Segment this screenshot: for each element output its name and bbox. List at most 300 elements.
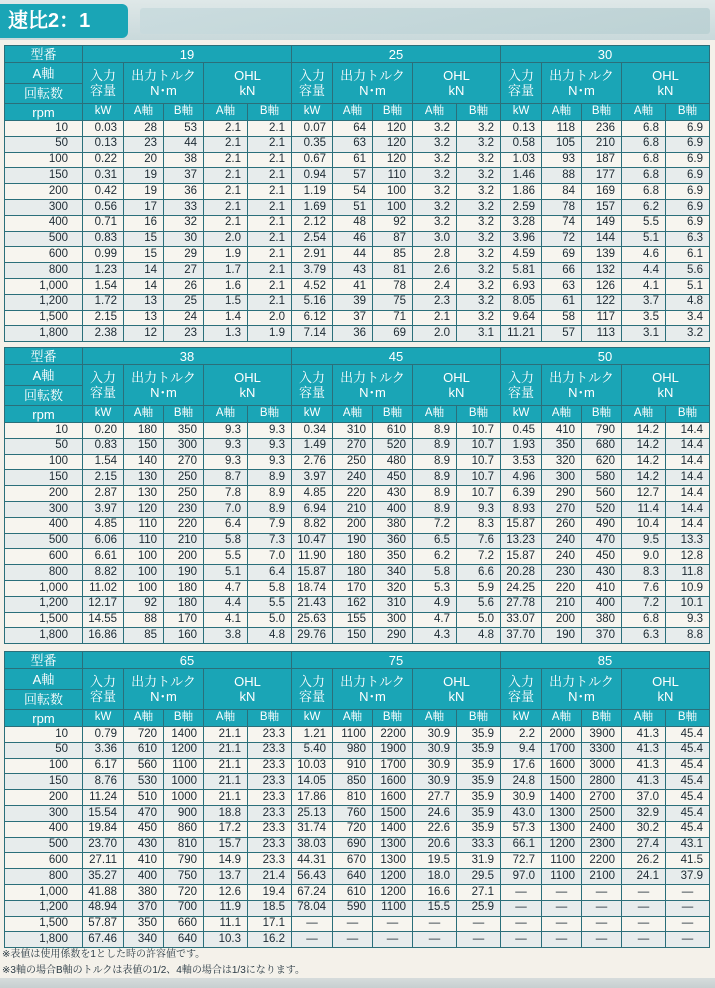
data-cell: 2.38 — [83, 326, 124, 342]
data-cell: 210 — [333, 501, 373, 517]
kw-unit: kW — [83, 104, 124, 121]
data-cell: 8.9 — [413, 454, 457, 470]
data-cell: 310 — [373, 596, 413, 612]
model-number: 19 — [83, 46, 292, 63]
data-cell: 35.27 — [83, 869, 124, 885]
rpm-value: 600 — [5, 853, 83, 869]
data-cell: 1.9 — [204, 247, 248, 263]
torque-unit: N･m — [359, 689, 386, 704]
data-cell: 78 — [373, 278, 413, 294]
data-cell: 3.4 — [666, 310, 710, 326]
table-row — [5, 869, 710, 885]
data-cell: 5.16 — [292, 294, 333, 310]
data-cell: 3.2 — [457, 136, 501, 152]
data-cell: 3.2 — [457, 168, 501, 184]
data-cell: 15.54 — [83, 805, 124, 821]
data-cell: 6.39 — [501, 486, 542, 502]
data-cell: 41.3 — [622, 774, 666, 790]
ohl-title: OHL — [234, 674, 261, 689]
torque-title: 出力トルク — [340, 674, 405, 689]
torque-title: 出力トルク — [340, 68, 405, 83]
data-cell: 4.1 — [622, 278, 666, 294]
data-cell: 14.2 — [622, 438, 666, 454]
table-row — [5, 278, 710, 294]
data-cell: — — [333, 932, 373, 948]
table-row — [5, 837, 710, 853]
data-cell: 4.3 — [413, 628, 457, 644]
data-cell: 20 — [124, 152, 164, 168]
data-cell: 6.9 — [666, 168, 710, 184]
input-label-1: 入力 — [89, 674, 116, 689]
data-cell: 3300 — [582, 742, 622, 758]
data-cell: 0.99 — [83, 247, 124, 263]
ohl-label — [413, 669, 501, 710]
data-cell: 132 — [582, 263, 622, 279]
data-cell: 2.1 — [248, 121, 292, 137]
data-cell: 0.79 — [83, 727, 124, 743]
data-cell: 11.9 — [204, 900, 248, 916]
data-cell: 8.05 — [501, 294, 542, 310]
data-cell: 0.22 — [83, 152, 124, 168]
data-cell: 3.2 — [457, 199, 501, 215]
data-cell: 900 — [164, 805, 204, 821]
table-row — [5, 326, 710, 342]
data-cell: 200 — [164, 549, 204, 565]
data-cell: 69 — [542, 247, 582, 263]
torque-b-shaft: B軸 — [373, 104, 413, 121]
data-cell: 6.3 — [666, 231, 710, 247]
data-cell: 177 — [582, 168, 622, 184]
data-cell: 1100 — [333, 727, 373, 743]
data-cell: 790 — [164, 853, 204, 869]
input-label-1: 入力 — [507, 674, 534, 689]
data-cell: 3900 — [582, 727, 622, 743]
data-cell: 760 — [333, 805, 373, 821]
data-cell: 6.8 — [622, 152, 666, 168]
torque-title: 出力トルク — [131, 370, 196, 385]
rpm-value: 1,200 — [5, 900, 83, 916]
data-cell: 5.1 — [204, 565, 248, 581]
data-cell: 33 — [164, 199, 204, 215]
data-cell: 3.2 — [457, 215, 501, 231]
data-cell: 61 — [333, 152, 373, 168]
data-cell: 3.2 — [457, 278, 501, 294]
data-cell: — — [666, 884, 710, 900]
data-cell: 2200 — [582, 853, 622, 869]
data-cell: 23.3 — [248, 790, 292, 806]
data-cell: 1.7 — [204, 263, 248, 279]
data-cell: 3.8 — [204, 628, 248, 644]
ohl-label — [413, 365, 501, 406]
data-cell: 6.8 — [622, 136, 666, 152]
data-cell: 100 — [124, 549, 164, 565]
ohl-unit: kN — [239, 689, 256, 704]
data-cell: 2.1 — [413, 310, 457, 326]
data-cell: 37.0 — [622, 790, 666, 806]
data-cell: 20.6 — [413, 837, 457, 853]
data-cell: 35.9 — [457, 821, 501, 837]
data-cell: 8.93 — [501, 501, 542, 517]
data-cell: 510 — [124, 790, 164, 806]
data-cell: 3.53 — [501, 454, 542, 470]
data-cell: 8.3 — [457, 517, 501, 533]
data-cell: 2.1 — [248, 247, 292, 263]
data-cell: 24.25 — [501, 580, 542, 596]
kw-unit: kW — [501, 710, 542, 727]
data-cell: 7.2 — [457, 549, 501, 565]
kw-unit: kW — [501, 104, 542, 121]
data-cell: 2200 — [373, 727, 413, 743]
data-cell: 7.6 — [457, 533, 501, 549]
data-cell: 61 — [542, 294, 582, 310]
data-cell: 6.9 — [666, 199, 710, 215]
rpm-value: 50 — [5, 438, 83, 454]
data-cell: 78 — [542, 199, 582, 215]
torque-a-shaft: A軸 — [333, 104, 373, 121]
rpm-value: 1,500 — [5, 612, 83, 628]
data-cell: 11.8 — [666, 565, 710, 581]
input-capacity-label — [292, 365, 333, 406]
table-row — [5, 549, 710, 565]
data-cell: 160 — [164, 628, 204, 644]
data-cell: 1.5 — [204, 294, 248, 310]
rpm-value: 1,800 — [5, 326, 83, 342]
data-cell: 6.2 — [622, 199, 666, 215]
data-cell: 30.9 — [413, 758, 457, 774]
data-cell: 14 — [124, 263, 164, 279]
data-cell: 9.5 — [622, 533, 666, 549]
torque-label — [124, 669, 204, 710]
data-cell: 118 — [542, 121, 582, 137]
data-cell: 23.3 — [248, 742, 292, 758]
model-label: 型番 — [5, 652, 83, 669]
data-cell: 270 — [164, 454, 204, 470]
data-cell: 2.1 — [248, 168, 292, 184]
data-cell: 120 — [373, 121, 413, 137]
data-cell: 9.3 — [248, 454, 292, 470]
data-cell: 340 — [124, 932, 164, 948]
data-cell: 120 — [373, 136, 413, 152]
data-cell: 250 — [333, 454, 373, 470]
data-cell: 300 — [542, 470, 582, 486]
model-number: 50 — [501, 348, 710, 365]
rpm-value: 1,200 — [5, 596, 83, 612]
ohl-b-shaft: B軸 — [457, 406, 501, 423]
data-cell: 18.5 — [248, 900, 292, 916]
input-label-2: 容量 — [507, 689, 534, 704]
data-cell: 6.9 — [666, 184, 710, 200]
data-cell: 19 — [124, 184, 164, 200]
data-cell: 1.93 — [501, 438, 542, 454]
data-cell: 590 — [333, 900, 373, 916]
data-cell: 236 — [582, 121, 622, 137]
table-row — [5, 916, 710, 932]
data-cell: 5.6 — [666, 263, 710, 279]
ohl-unit: kN — [448, 385, 465, 400]
data-cell: 0.56 — [83, 199, 124, 215]
rpm-value: 50 — [5, 742, 83, 758]
ohl-label — [204, 63, 292, 104]
data-cell: 10.7 — [457, 470, 501, 486]
ohl-a-shaft: A軸 — [622, 104, 666, 121]
data-cell: 470 — [124, 805, 164, 821]
data-cell: — — [292, 932, 333, 948]
rpm-value: 400 — [5, 215, 83, 231]
data-cell: 260 — [542, 517, 582, 533]
ohl-unit: kN — [657, 83, 674, 98]
data-cell: 3.2 — [457, 263, 501, 279]
table-row — [5, 596, 710, 612]
table-row — [5, 628, 710, 644]
rpm-value: 400 — [5, 821, 83, 837]
data-cell: — — [622, 932, 666, 948]
data-cell: 2.1 — [204, 121, 248, 137]
data-cell: 3.2 — [457, 121, 501, 137]
data-cell: 450 — [373, 470, 413, 486]
model-number: 85 — [501, 652, 710, 669]
rpm-value: 1,000 — [5, 884, 83, 900]
input-capacity-label — [501, 365, 542, 406]
data-cell: 180 — [164, 580, 204, 596]
data-cell: 2800 — [582, 774, 622, 790]
data-cell: 5.3 — [413, 580, 457, 596]
rpm-value: 300 — [5, 805, 83, 821]
data-cell: 620 — [582, 454, 622, 470]
torque-label — [124, 365, 204, 406]
data-cell: 6.06 — [83, 533, 124, 549]
data-cell: 100 — [124, 580, 164, 596]
torque-a-shaft: A軸 — [542, 406, 582, 423]
data-cell: 15.87 — [292, 565, 333, 581]
data-cell: 30.9 — [501, 790, 542, 806]
data-cell: 0.45 — [501, 423, 542, 439]
data-cell: 3.2 — [413, 199, 457, 215]
data-cell: 5.8 — [248, 580, 292, 596]
data-cell: 170 — [333, 580, 373, 596]
data-cell: 10.4 — [622, 517, 666, 533]
data-cell: 9.3 — [204, 438, 248, 454]
data-cell: 270 — [333, 438, 373, 454]
rpm-value: 800 — [5, 565, 83, 581]
data-cell: 1.23 — [83, 263, 124, 279]
data-cell: 21.1 — [204, 758, 248, 774]
table-row — [5, 454, 710, 470]
table-row — [5, 821, 710, 837]
data-cell: 53 — [164, 121, 204, 137]
data-cell: 810 — [164, 837, 204, 853]
data-cell: 24.1 — [622, 869, 666, 885]
data-cell: 1200 — [164, 742, 204, 758]
rpm-value: 100 — [5, 454, 83, 470]
data-cell: 41.88 — [83, 884, 124, 900]
data-cell: 150 — [124, 438, 164, 454]
data-cell: 2.1 — [248, 184, 292, 200]
data-cell: 2.1 — [204, 168, 248, 184]
data-cell: — — [413, 916, 457, 932]
data-cell: 4.1 — [204, 612, 248, 628]
data-cell: 660 — [164, 916, 204, 932]
data-cell: 3.36 — [83, 742, 124, 758]
data-cell: 3.2 — [413, 121, 457, 137]
ohl-label — [413, 63, 501, 104]
data-cell: 31.9 — [457, 853, 501, 869]
data-cell: 3.5 — [622, 310, 666, 326]
spec-table-1 — [4, 347, 710, 644]
data-cell: 35.9 — [457, 742, 501, 758]
data-cell: 21.1 — [204, 774, 248, 790]
data-cell: 41.5 — [666, 853, 710, 869]
data-cell: 8.9 — [248, 470, 292, 486]
data-cell: 30 — [164, 231, 204, 247]
data-cell: 480 — [373, 454, 413, 470]
data-cell: 9.3 — [248, 423, 292, 439]
data-cell: 0.07 — [292, 121, 333, 137]
data-cell: 2.3 — [413, 294, 457, 310]
data-cell: 9.4 — [501, 742, 542, 758]
data-cell: 17.2 — [204, 821, 248, 837]
table-row — [5, 853, 710, 869]
data-cell: 27.11 — [83, 853, 124, 869]
data-cell: 7.9 — [248, 517, 292, 533]
data-cell: 25.63 — [292, 612, 333, 628]
data-cell: 350 — [164, 423, 204, 439]
data-cell: 7.0 — [248, 549, 292, 565]
table-row — [5, 438, 710, 454]
table-row — [5, 884, 710, 900]
data-cell: 23.3 — [248, 805, 292, 821]
data-cell: 35.9 — [457, 774, 501, 790]
data-cell: 57.87 — [83, 916, 124, 932]
data-cell: 37 — [164, 168, 204, 184]
data-cell: 85 — [124, 628, 164, 644]
data-cell: 610 — [124, 742, 164, 758]
data-cell: — — [582, 900, 622, 916]
data-cell: 30.2 — [622, 821, 666, 837]
data-cell: — — [373, 932, 413, 948]
data-cell: — — [666, 900, 710, 916]
data-cell: 27.1 — [457, 884, 501, 900]
ohl-b-shaft: B軸 — [666, 104, 710, 121]
data-cell: 12.6 — [204, 884, 248, 900]
data-cell: 113 — [582, 326, 622, 342]
data-cell: 105 — [542, 136, 582, 152]
data-cell: 8.82 — [83, 565, 124, 581]
data-cell: 5.6 — [457, 596, 501, 612]
data-cell: 51 — [333, 199, 373, 215]
data-cell: 35.9 — [457, 790, 501, 806]
data-cell: 7.2 — [622, 596, 666, 612]
data-cell: 78.04 — [292, 900, 333, 916]
rpm-value: 10 — [5, 121, 83, 137]
data-cell: — — [622, 884, 666, 900]
data-cell: 3.0 — [413, 231, 457, 247]
data-cell: 350 — [124, 916, 164, 932]
data-cell: 9.64 — [501, 310, 542, 326]
torque-unit: N･m — [568, 689, 595, 704]
torque-a-shaft: A軸 — [333, 710, 373, 727]
data-cell: 8.9 — [413, 470, 457, 486]
data-cell: 250 — [164, 486, 204, 502]
data-cell: 66 — [542, 263, 582, 279]
data-cell: 4.4 — [204, 596, 248, 612]
ohl-unit: kN — [448, 689, 465, 704]
data-cell: 850 — [333, 774, 373, 790]
torque-a-shaft: A軸 — [124, 104, 164, 121]
data-cell: 6.3 — [622, 628, 666, 644]
model-number: 25 — [292, 46, 501, 63]
rpm-value: 150 — [5, 774, 83, 790]
data-cell: 210 — [542, 596, 582, 612]
data-cell: 1.19 — [292, 184, 333, 200]
data-cell: 1900 — [373, 742, 413, 758]
data-cell: 400 — [124, 869, 164, 885]
ohl-label — [622, 365, 710, 406]
kw-unit: kW — [292, 710, 333, 727]
data-cell: 87 — [373, 231, 413, 247]
data-cell: 15.7 — [204, 837, 248, 853]
data-cell: 450 — [582, 549, 622, 565]
data-cell: 22.6 — [413, 821, 457, 837]
table-row — [5, 470, 710, 486]
data-cell: 41.3 — [622, 758, 666, 774]
data-cell: 2500 — [582, 805, 622, 821]
data-cell: 7.0 — [204, 501, 248, 517]
data-cell: 27 — [164, 263, 204, 279]
kw-unit: kW — [292, 406, 333, 423]
data-cell: 130 — [124, 486, 164, 502]
rpm-value: 50 — [5, 136, 83, 152]
data-cell: 10.47 — [292, 533, 333, 549]
data-cell: — — [501, 916, 542, 932]
data-cell: 1600 — [373, 790, 413, 806]
data-cell: 290 — [542, 486, 582, 502]
torque-unit: N･m — [568, 83, 595, 98]
page-title: 速比2：1 — [0, 4, 128, 38]
data-cell: 3.2 — [457, 310, 501, 326]
data-cell: 1.46 — [501, 168, 542, 184]
rpm-value: 200 — [5, 184, 83, 200]
data-cell: 43 — [333, 263, 373, 279]
rpm-unit: rpm — [5, 104, 83, 121]
data-cell: 350 — [373, 549, 413, 565]
data-cell: 144 — [582, 231, 622, 247]
ohl-title: OHL — [652, 68, 679, 83]
data-cell: 11.90 — [292, 549, 333, 565]
data-cell: 190 — [164, 565, 204, 581]
data-cell: 320 — [542, 454, 582, 470]
data-cell: 140 — [124, 454, 164, 470]
data-cell: 8.9 — [413, 438, 457, 454]
data-cell: 1100 — [542, 853, 582, 869]
data-cell: — — [333, 916, 373, 932]
data-cell: 8.9 — [413, 501, 457, 517]
data-cell: 15.87 — [501, 549, 542, 565]
table-row — [5, 900, 710, 916]
data-cell: 15 — [124, 231, 164, 247]
data-cell: 37.70 — [501, 628, 542, 644]
data-cell: — — [666, 932, 710, 948]
data-cell: 2.4 — [413, 278, 457, 294]
data-cell: 150 — [333, 628, 373, 644]
data-cell: 35.9 — [457, 727, 501, 743]
data-cell: 5.1 — [666, 278, 710, 294]
data-cell: 2.1 — [248, 263, 292, 279]
data-cell: 169 — [582, 184, 622, 200]
data-cell: 3.97 — [292, 470, 333, 486]
data-cell: 0.13 — [501, 121, 542, 137]
data-cell: 6.93 — [501, 278, 542, 294]
data-cell: 3.2 — [413, 136, 457, 152]
